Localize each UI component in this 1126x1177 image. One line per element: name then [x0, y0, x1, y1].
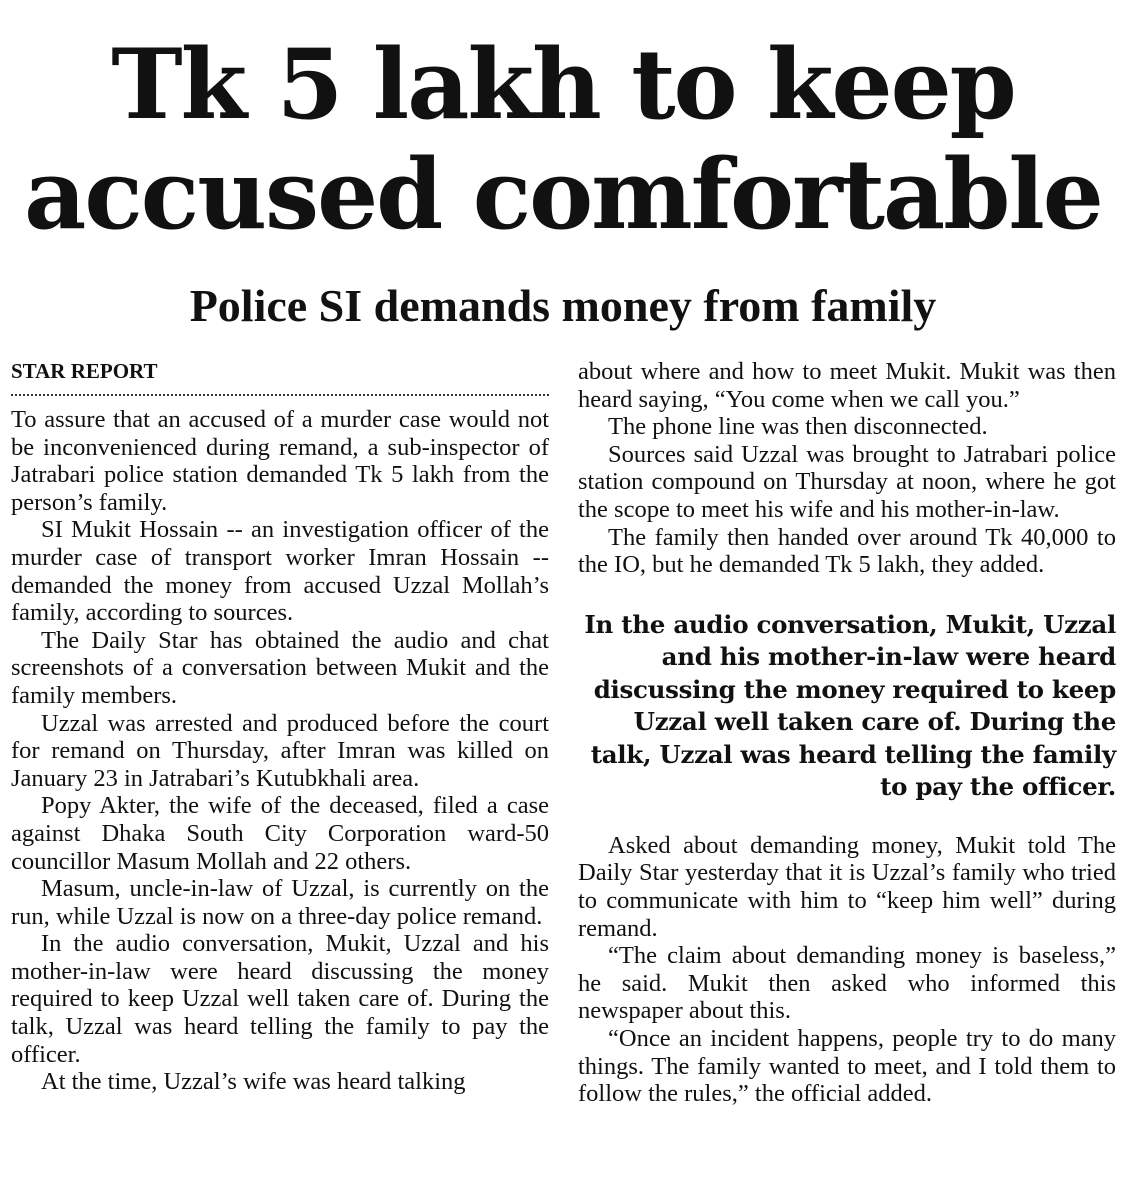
headline-line-1: Tk 5 lakh to keep: [111, 28, 1015, 141]
article-paragraph: about where and how to meet Mukit. Mukit was then heard saying, “You come when we call you.”: [578, 358, 1116, 413]
pull-quote: In the audio conversation, Mukit, Uzzal and his mother-in-law were heard discussing the money required to keep Uzzal well taken care of. During the talk, Uzzal was heard telling the family to pay the officer.: [584, 609, 1116, 802]
article-paragraph: Popy Akter, the wife of the deceased, filed a case against Dhaka South City Corporation ward-50 councillor Masum Mollah and 22 others.: [11, 792, 549, 875]
article-paragraph: The phone line was then disconnected.: [608, 413, 988, 441]
article-paragraph: The Daily Star has obtained the audio and chat screenshots of a conversation between Mukit and the family members.: [11, 626, 549, 709]
article-paragraph: “The claim about demanding money is baseless,” he said. Mukit then asked who informed this newspaper about this.: [578, 942, 1116, 1025]
article-paragraph: SI Mukit Hossain -- an investigation officer of the murder case of transport worker Imran Hossain -- demanded the money from accused Uzzal Mollah’s family, according to sources.: [11, 516, 549, 627]
article-paragraph: At the time, Uzzal’s wife was heard talking: [41, 1068, 466, 1096]
subheadline: Police SI demands money from family: [189, 280, 937, 331]
article-column-left: [11, 358, 549, 1096]
headline: [0, 30, 1126, 250]
article-paragraph: Asked about demanding money, Mukit told The Daily Star yesterday that it is Uzzal’s family who tried to communicate with him to “keep him well” during remand.: [578, 831, 1116, 942]
article-paragraph: Masum, uncle-in-law of Uzzal, is currently on the run, while Uzzal is now on a three-day police remand.: [11, 875, 549, 930]
article-paragraph: “Once an incident happens, people try to do many things. The family wanted to meet, and I told them to follow the rules,” the official added.: [578, 1024, 1116, 1108]
article-paragraph: In the audio conversation, Mukit, Uzzal and his mother-in-law were heard discussing the money required to keep Uzzal well taken care of. During the talk, Uzzal was heard telling the family to pay the officer.: [11, 930, 549, 1068]
headline-line-2: accused comfortable: [24, 138, 1102, 251]
article-paragraph: To assure that an accused of a murder case would not be inconvenienced during remand, a sub-inspector of Jatrabari police station demanded Tk 5 lakh from the person’s family.: [11, 406, 549, 516]
article-paragraph: Uzzal was arrested and produced before the court for remand on Thursday, after Imran was killed on January 23 in Jatrabari’s Kutubkhali area.: [11, 709, 549, 792]
article-column-right: [578, 358, 1116, 1108]
article-paragraph: Sources said Uzzal was brought to Jatrabari police station compound on Thursday at noon, where he got the scope to meet his wife and his mother-in-law.: [578, 440, 1116, 523]
article-paragraph: The family then handed over around Tk 40,000 to the IO, but he demanded Tk 5 lakh, they added.: [578, 523, 1116, 579]
byline: STAR REPORT: [11, 358, 549, 396]
